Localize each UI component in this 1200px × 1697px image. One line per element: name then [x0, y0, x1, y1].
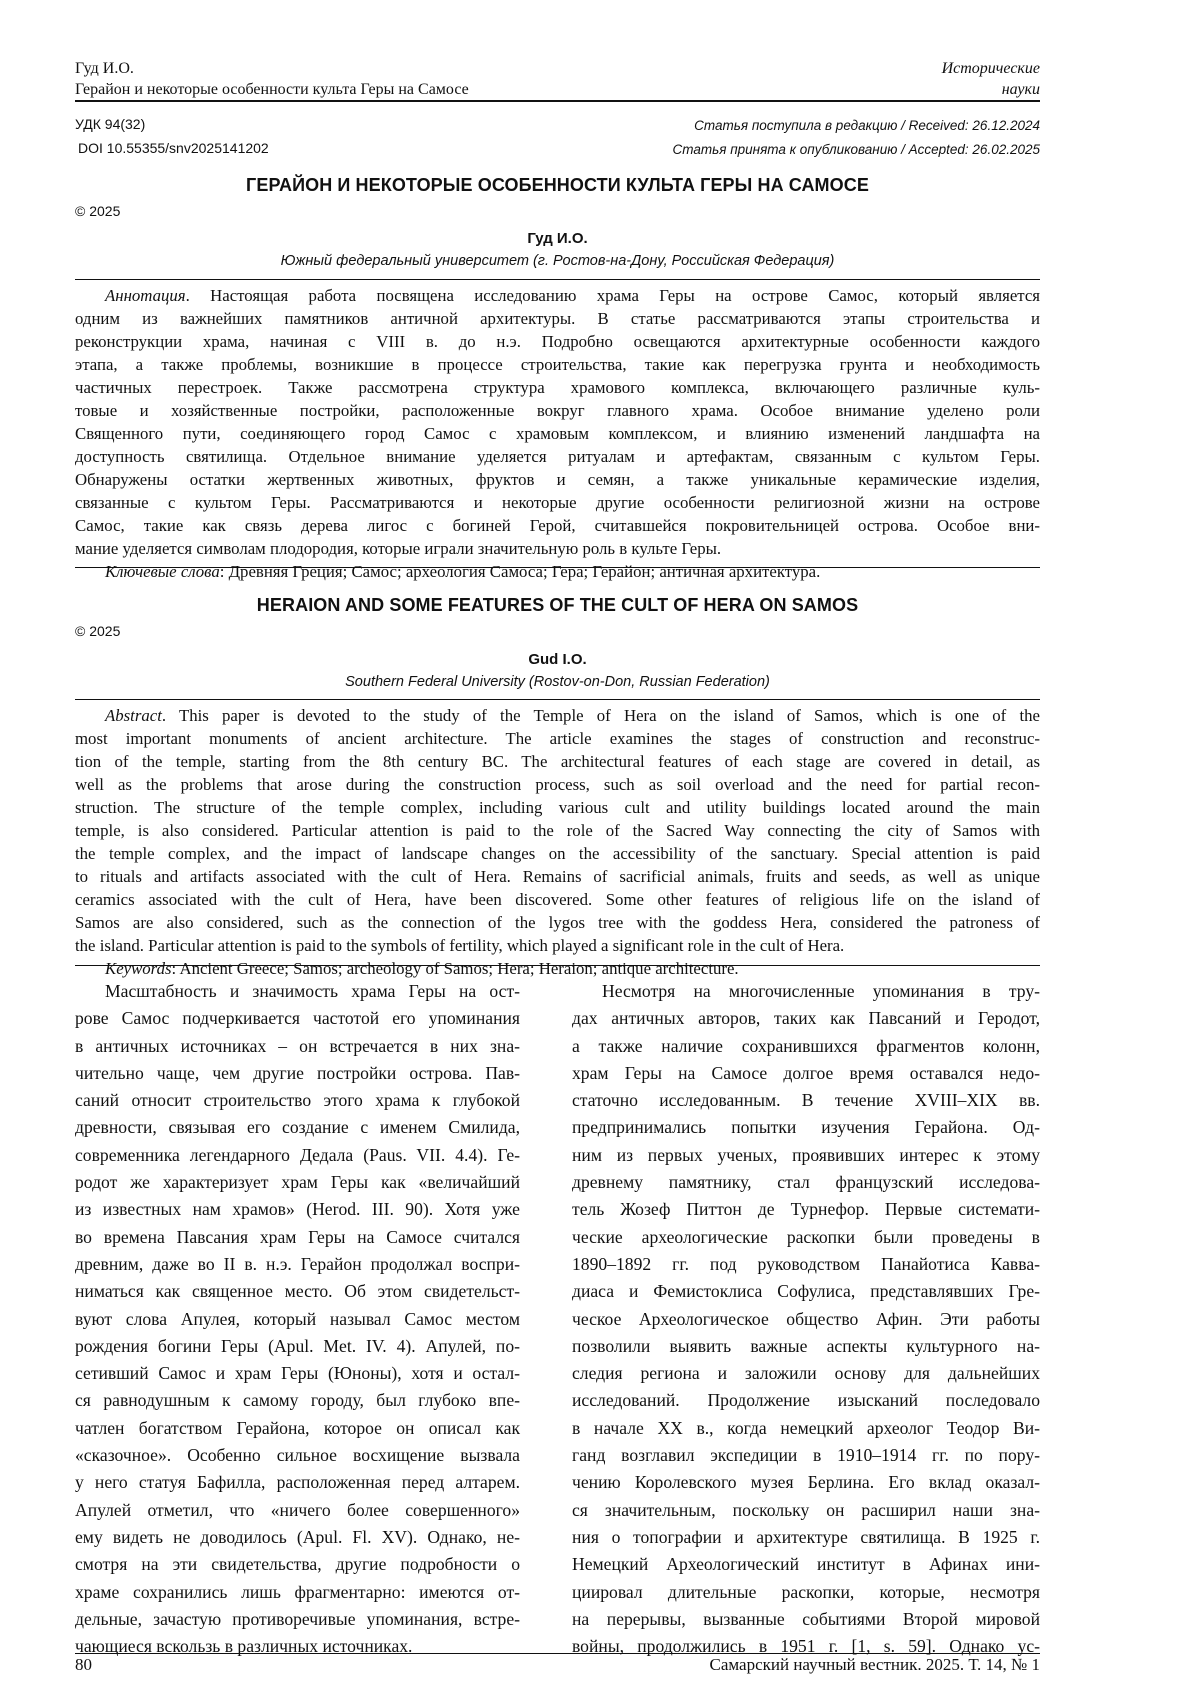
- body-text-line: в начале XX в., когда немецкий археолог Теодор Ви-: [572, 1417, 1040, 1438]
- body-text-line: Апулей отметил, что «ничего более совершенного»: [75, 1499, 520, 1520]
- body-text-line: вуют слова Апулея, который называл Самос местом: [75, 1308, 520, 1329]
- body-text-line: родот же характеризует храм Геры как «величайший: [75, 1172, 520, 1193]
- body-text-line: предпринимались попытки изучения Герайона. Од-: [572, 1117, 1040, 1138]
- keywords-text: : Древняя Греция; Самос; археология Самоса; Гера; Герайон; античная архитектура.: [219, 562, 821, 581]
- udk: УДК 94(32): [75, 116, 146, 132]
- abstract-line: мание уделяется символам плодородия, которые играли значительную роль в культе Геры.: [75, 539, 722, 558]
- header-section-line1: Исторические: [941, 60, 1040, 77]
- abstract-line: Обнаружены остатки жертвенных животных, фруктов и семян, а также уникальные керамические изделия,: [75, 470, 1040, 489]
- abstract-line: tion of the temple, starting from the 8th century BC. The architectural features of each stage are covered in detail, as: [75, 752, 1040, 771]
- body-text-line: древности, связывая его создание с именем Смилида,: [75, 1117, 520, 1138]
- body-text-line: Немецкий Археологический институт в Афинах ини-: [572, 1554, 1040, 1575]
- body-text-line: ганд возглавил экспедиции в 1910–1914 гг. по пору-: [572, 1445, 1040, 1466]
- body-text-line: а также наличие сохранившихся фрагментов колонн,: [572, 1035, 1040, 1056]
- body-text-line: у него статуя Бафилла, расположенная перед алтарем.: [75, 1472, 520, 1493]
- body-text-line: из известных нам храмов» (Herod. III. 90). Хотя уже: [75, 1199, 520, 1220]
- body-text-line: древнему памятнику, стал французский исследова-: [572, 1172, 1040, 1193]
- accepted-date: Статья принята к опубликованию / Accepted: 26.02.2025: [672, 142, 1040, 157]
- abstract-line: частичных перестроек. Также рассмотрена структура храмового комплекса, включающего различные куль-: [75, 378, 1040, 397]
- abstract-ru: [75, 284, 1040, 583]
- abstract-line: связанные с культом Геры. Рассматриваются и некоторые другие особенности религиозной жизни на острове: [75, 493, 1040, 512]
- article-title-ru: ГЕРАЙОН И НЕКОТОРЫЕ ОСОБЕННОСТИ КУЛЬТА ГЕРЫ НА САМОСЕ: [246, 175, 869, 195]
- doi: DOI 10.55355/snv2025141202: [78, 140, 269, 156]
- abstract-line: этапа, а также проблемы, возникшие в процессе строительства, такие как перегрузка грунта и необходимость: [75, 355, 1040, 374]
- abstract-line: [75, 284, 1040, 307]
- abstract-line: the temple complex, and the impact of landscape changes on the accessibility of the sanctuary. Special attention is paid: [75, 844, 1040, 863]
- abstract-text: . Настоящая работа посвящена исследованию храма Геры на острове Самос, который является: [185, 286, 1040, 305]
- abstract-line: struction. The structure of the temple complex, including various cult and utility buildings located around the main: [75, 798, 1040, 817]
- body-text-line: ним из первых ученых, проявивших интерес к этому: [572, 1144, 1040, 1165]
- body-text-line: войны, продолжились в 1951 г. [1, s. 59]. Однако ус-: [572, 1636, 1040, 1657]
- body-text-line: ческие археологические раскопки были проведены в: [572, 1226, 1040, 1247]
- body-text-line: ему видеть не доводилось (Apul. Fl. XV). Однако, не-: [75, 1526, 520, 1547]
- affiliation-en: Southern Federal University (Rostov-on-Don, Russian Federation): [345, 674, 770, 690]
- body-text-line: ниматься как священное место. Об этом свидетельст-: [75, 1281, 520, 1302]
- body-text-line: рове Самос подчеркивается частотой его упоминания: [75, 1008, 520, 1029]
- header-author: Гуд И.О.: [75, 60, 134, 77]
- body-text-line: дельные, зачастую противоречивые упоминания, встре-: [75, 1608, 520, 1629]
- body-text-line: «сказочное». Особенно сильное восхищение вызвала: [75, 1445, 520, 1466]
- keywords-text: : Ancient Greece; Samos; archeology of Samos; Hera; Heraion; antique architecture.: [171, 959, 739, 978]
- abstract-label: Аннотация: [105, 286, 186, 305]
- keywords-label: Keywords: [105, 959, 172, 978]
- body-column-left: [75, 978, 520, 1660]
- affiliation-ru: Южный федеральный университет (г. Ростов-на-Дону, Российская Федерация): [280, 253, 835, 269]
- body-text-line: рождения богини Геры (Apul. Met. IV. 4). Апулей, по-: [75, 1335, 520, 1356]
- body-text-line: ся равнодушным к самому городу, был глубоко впе-: [75, 1390, 520, 1411]
- body-text-line: чатлен богатством Герайона, которое он описал как: [75, 1417, 520, 1438]
- abstract-line: most important monuments of ancient architecture. The article examines the stages of construction and reconstruc-: [75, 729, 1040, 748]
- abstract-line: ceramics associated with the cult of Hera, have been discovered. Some other features of religious life on the island of: [75, 890, 1040, 909]
- abstract-line: товые и хозяйственные постройки, расположенные вокруг главного храма. Особое внимание уделено роли: [75, 401, 1040, 420]
- abstract-en-bottom-rule: [75, 965, 1040, 966]
- abstract-line: доступность святилища. Отдельное внимание уделяется ритуалам и артефактам, связанным с культом Геры.: [75, 447, 1040, 466]
- body-text-line: статочно исследованным. В течение XVIII–XIX вв.: [572, 1090, 1040, 1111]
- body-text-line: храме сохранились лишь фрагментарно: имеются от-: [75, 1581, 520, 1602]
- body-text-line: позволили выявить важные аспекты культурного на-: [572, 1335, 1040, 1356]
- header-rule: [75, 100, 1040, 102]
- keywords-label: Ключевые слова: [105, 562, 220, 581]
- abstract-line: [75, 704, 1040, 727]
- body-text-line: современника легендарного Дедала (Paus. VII. 4.4). Ге-: [75, 1144, 520, 1165]
- header-section-line2: науки: [1001, 81, 1040, 98]
- body-text-line: тель Жозеф Питтон де Турнефор. Первые системати-: [572, 1199, 1040, 1220]
- body-text-line: во времена Павсания храм Геры на Самосе считался: [75, 1226, 520, 1247]
- abstract-line: well as the problems that arose during the construction process, such as soil overload and the need for partial recon-: [75, 775, 1040, 794]
- body-text-line: чительно чаще, чем другие постройки острова. Пав-: [75, 1062, 520, 1083]
- body-text-line: смотря на эти свидетельства, другие подробности о: [75, 1554, 520, 1575]
- body-text-line: следия региона и заложили основу для дальнейших: [572, 1363, 1040, 1384]
- body-text-line: древним, даже во II в. н.э. Герайон продолжал воспри-: [75, 1253, 520, 1274]
- body-text-line: храм Геры на Самосе долгое время оставался недо-: [572, 1062, 1040, 1083]
- abstract-en-top-rule: [75, 699, 1040, 700]
- body-text-line: чающиеся вскользь в различных источниках.: [75, 1636, 413, 1657]
- received-date: Статья поступила в редакцию / Received: 26.12.2024: [694, 118, 1040, 133]
- body-text-line: Несмотря на многочисленные упоминания в тру-: [602, 981, 1040, 1001]
- footer: [75, 1655, 1040, 1675]
- body-text-line: чению Королевского музея Берлина. Его вклад оказал-: [572, 1472, 1040, 1493]
- body-text-line: в античных источниках – он встречается в них зна-: [75, 1035, 520, 1056]
- abstract-line: Самос, такие как связь дерева лигос с богиней Герой, считавшейся покровительницей острова. Особое вни-: [75, 516, 1040, 535]
- body-text-line: сетивший Самос и храм Геры (Юноны), хотя и остал-: [75, 1363, 520, 1384]
- abstract-text: . This paper is devoted to the study of the Temple of Hera on the island of Samos, which is one of the: [161, 706, 1040, 725]
- article-title-en: HERAION AND SOME FEATURES OF THE CULT OF HERA ON SAMOS: [256, 595, 859, 615]
- abstract-label: Abstract: [105, 706, 162, 725]
- body-text-line: циировал длительные раскопки, которые, несмотря: [572, 1581, 1040, 1602]
- body-text-line: дах античных авторов, таких как Павсаний и Геродот,: [572, 1008, 1040, 1029]
- abstract-ru-top-rule: [75, 279, 1040, 280]
- copyright-ru: © 2025: [75, 203, 121, 219]
- body-column-right: [572, 978, 1040, 1660]
- abstract-ru-bottom-rule: [75, 567, 1040, 568]
- running-header: [75, 58, 1040, 100]
- header-running-title: Герайон и некоторые особенности культа Геры на Самосе: [75, 81, 469, 98]
- abstract-line: to rituals and artifacts associated with the cult of Hera. Remains of sacrificial animals, fruits and seeds, as well as unique: [75, 867, 1040, 886]
- abstract-line: Samos are also considered, such as the connection of the lygos tree with the goddess Hera, considered the patroness of: [75, 913, 1040, 932]
- footer-rule: [75, 1653, 1040, 1654]
- abstract-line: temple, is also considered. Particular attention is paid to the role of the Sacred Way connecting the city of Samos with: [75, 821, 1040, 840]
- body-text-line: ния о топографии и архитектуре святилища. В 1925 г.: [572, 1526, 1040, 1547]
- keywords-line: [75, 560, 1040, 583]
- abstract-line: Священного пути, соединяющего город Самос с храмовым комплексом, и влиянию изменений ландшафта на: [75, 424, 1040, 443]
- body-text-line: диаса и Фемистоклиса Софулиса, представлявших Гре-: [572, 1281, 1040, 1302]
- body-text-line: 1890–1892 гг. под руководством Панайотиса Кавва-: [572, 1253, 1040, 1274]
- journal-citation: Самарский научный вестник. 2025. Т. 14, № 1: [709, 1655, 1040, 1674]
- copyright-en: © 2025: [75, 623, 121, 639]
- author-ru: Гуд И.О.: [527, 230, 588, 247]
- abstract-line: одним из важнейших памятников античной архитектуры. В статье рассматриваются этапы строительства и: [75, 309, 1040, 328]
- body-text-line: саний относит строительство этого храма к глубокой: [75, 1090, 520, 1111]
- body-text-line: на перерывы, вызванные событиями Второй мировой: [572, 1608, 1040, 1629]
- abstract-line: the island. Particular attention is paid to the symbols of fertility, which played a significant role in the cult of Hera.: [75, 936, 845, 955]
- abstract-en: [75, 704, 1040, 980]
- body-text-line: ся значительным, поскольку он расширил наши зна-: [572, 1499, 1040, 1520]
- page-number: 80: [75, 1655, 92, 1674]
- body-text-line: Масштабность и значимость храма Геры на ост-: [105, 981, 520, 1001]
- abstract-line: реконструкции храма, начиная с VIII в. до н.э. Подробно освещаются архитектурные особенности каждого: [75, 332, 1040, 351]
- body-text-line: ческое Археологическое общество Афин. Эти работы: [572, 1308, 1040, 1329]
- author-en: Gud I.O.: [528, 651, 587, 668]
- keywords-line: [75, 957, 1040, 980]
- body-text-line: исследований. Продолжение изысканий последовало: [572, 1390, 1040, 1411]
